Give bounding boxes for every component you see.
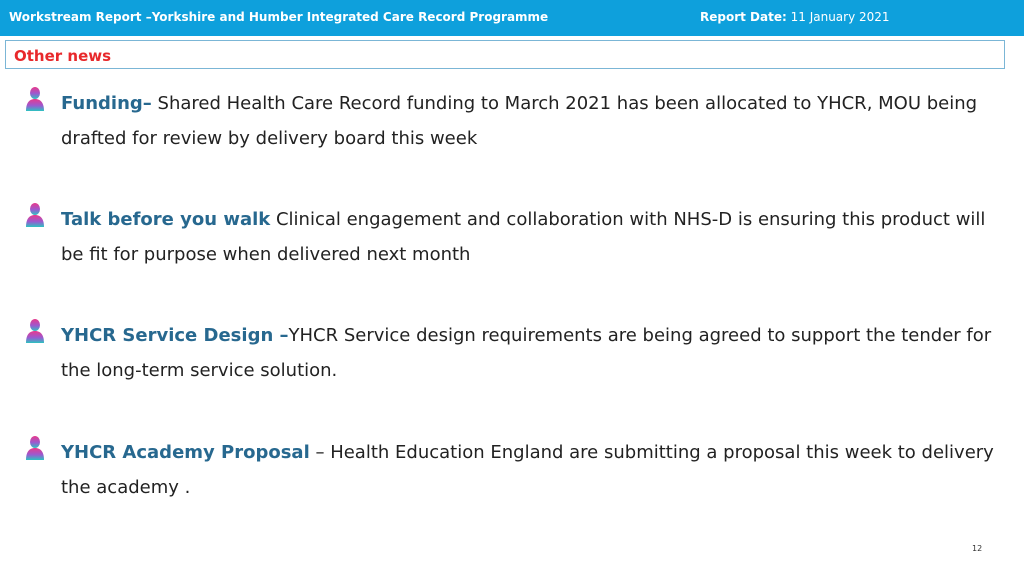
news-item-body: Shared Health Care Record funding to March 2021 has been allocated to YHCR, MOU being drafted for review by delivery board this week — [61, 93, 978, 149]
news-item-text — [61, 202, 1001, 272]
news-item-body: – Health Education England are submitting a proposal this week to delivery the academy . — [61, 442, 994, 498]
report-date-value: 11 January 2021 — [790, 10, 890, 24]
news-item-body: Clinical engagement and collaboration with NHS-D is ensuring this product will be fit for purpose when delivered next month — [61, 209, 986, 265]
person-silhouette-icon — [24, 202, 46, 228]
news-item-text — [61, 318, 1001, 388]
news-item-heading: Talk before you walk — [61, 209, 271, 230]
news-item-body: YHCR Service design requirements are being agreed to support the tender for the long-term service solution. — [61, 325, 992, 381]
report-header — [0, 0, 1024, 36]
person-silhouette-icon — [24, 318, 46, 344]
news-item-text — [61, 435, 1001, 505]
news-item-heading: Funding– — [61, 93, 152, 114]
person-silhouette-icon — [24, 86, 46, 112]
report-date-label: Report Date: — [700, 10, 787, 24]
page-number: 12 — [972, 544, 983, 553]
person-silhouette-icon — [24, 435, 46, 461]
section-heading-box — [5, 40, 1005, 69]
news-item-heading: YHCR Academy Proposal — [61, 442, 310, 463]
section-title: Other news — [14, 47, 112, 65]
report-title: Workstream Report –Yorkshire and Humber Integrated Care Record Programme — [9, 10, 549, 24]
news-item-text — [61, 86, 1001, 156]
news-item-heading: YHCR Service Design – — [61, 325, 289, 346]
report-date — [700, 10, 890, 24]
